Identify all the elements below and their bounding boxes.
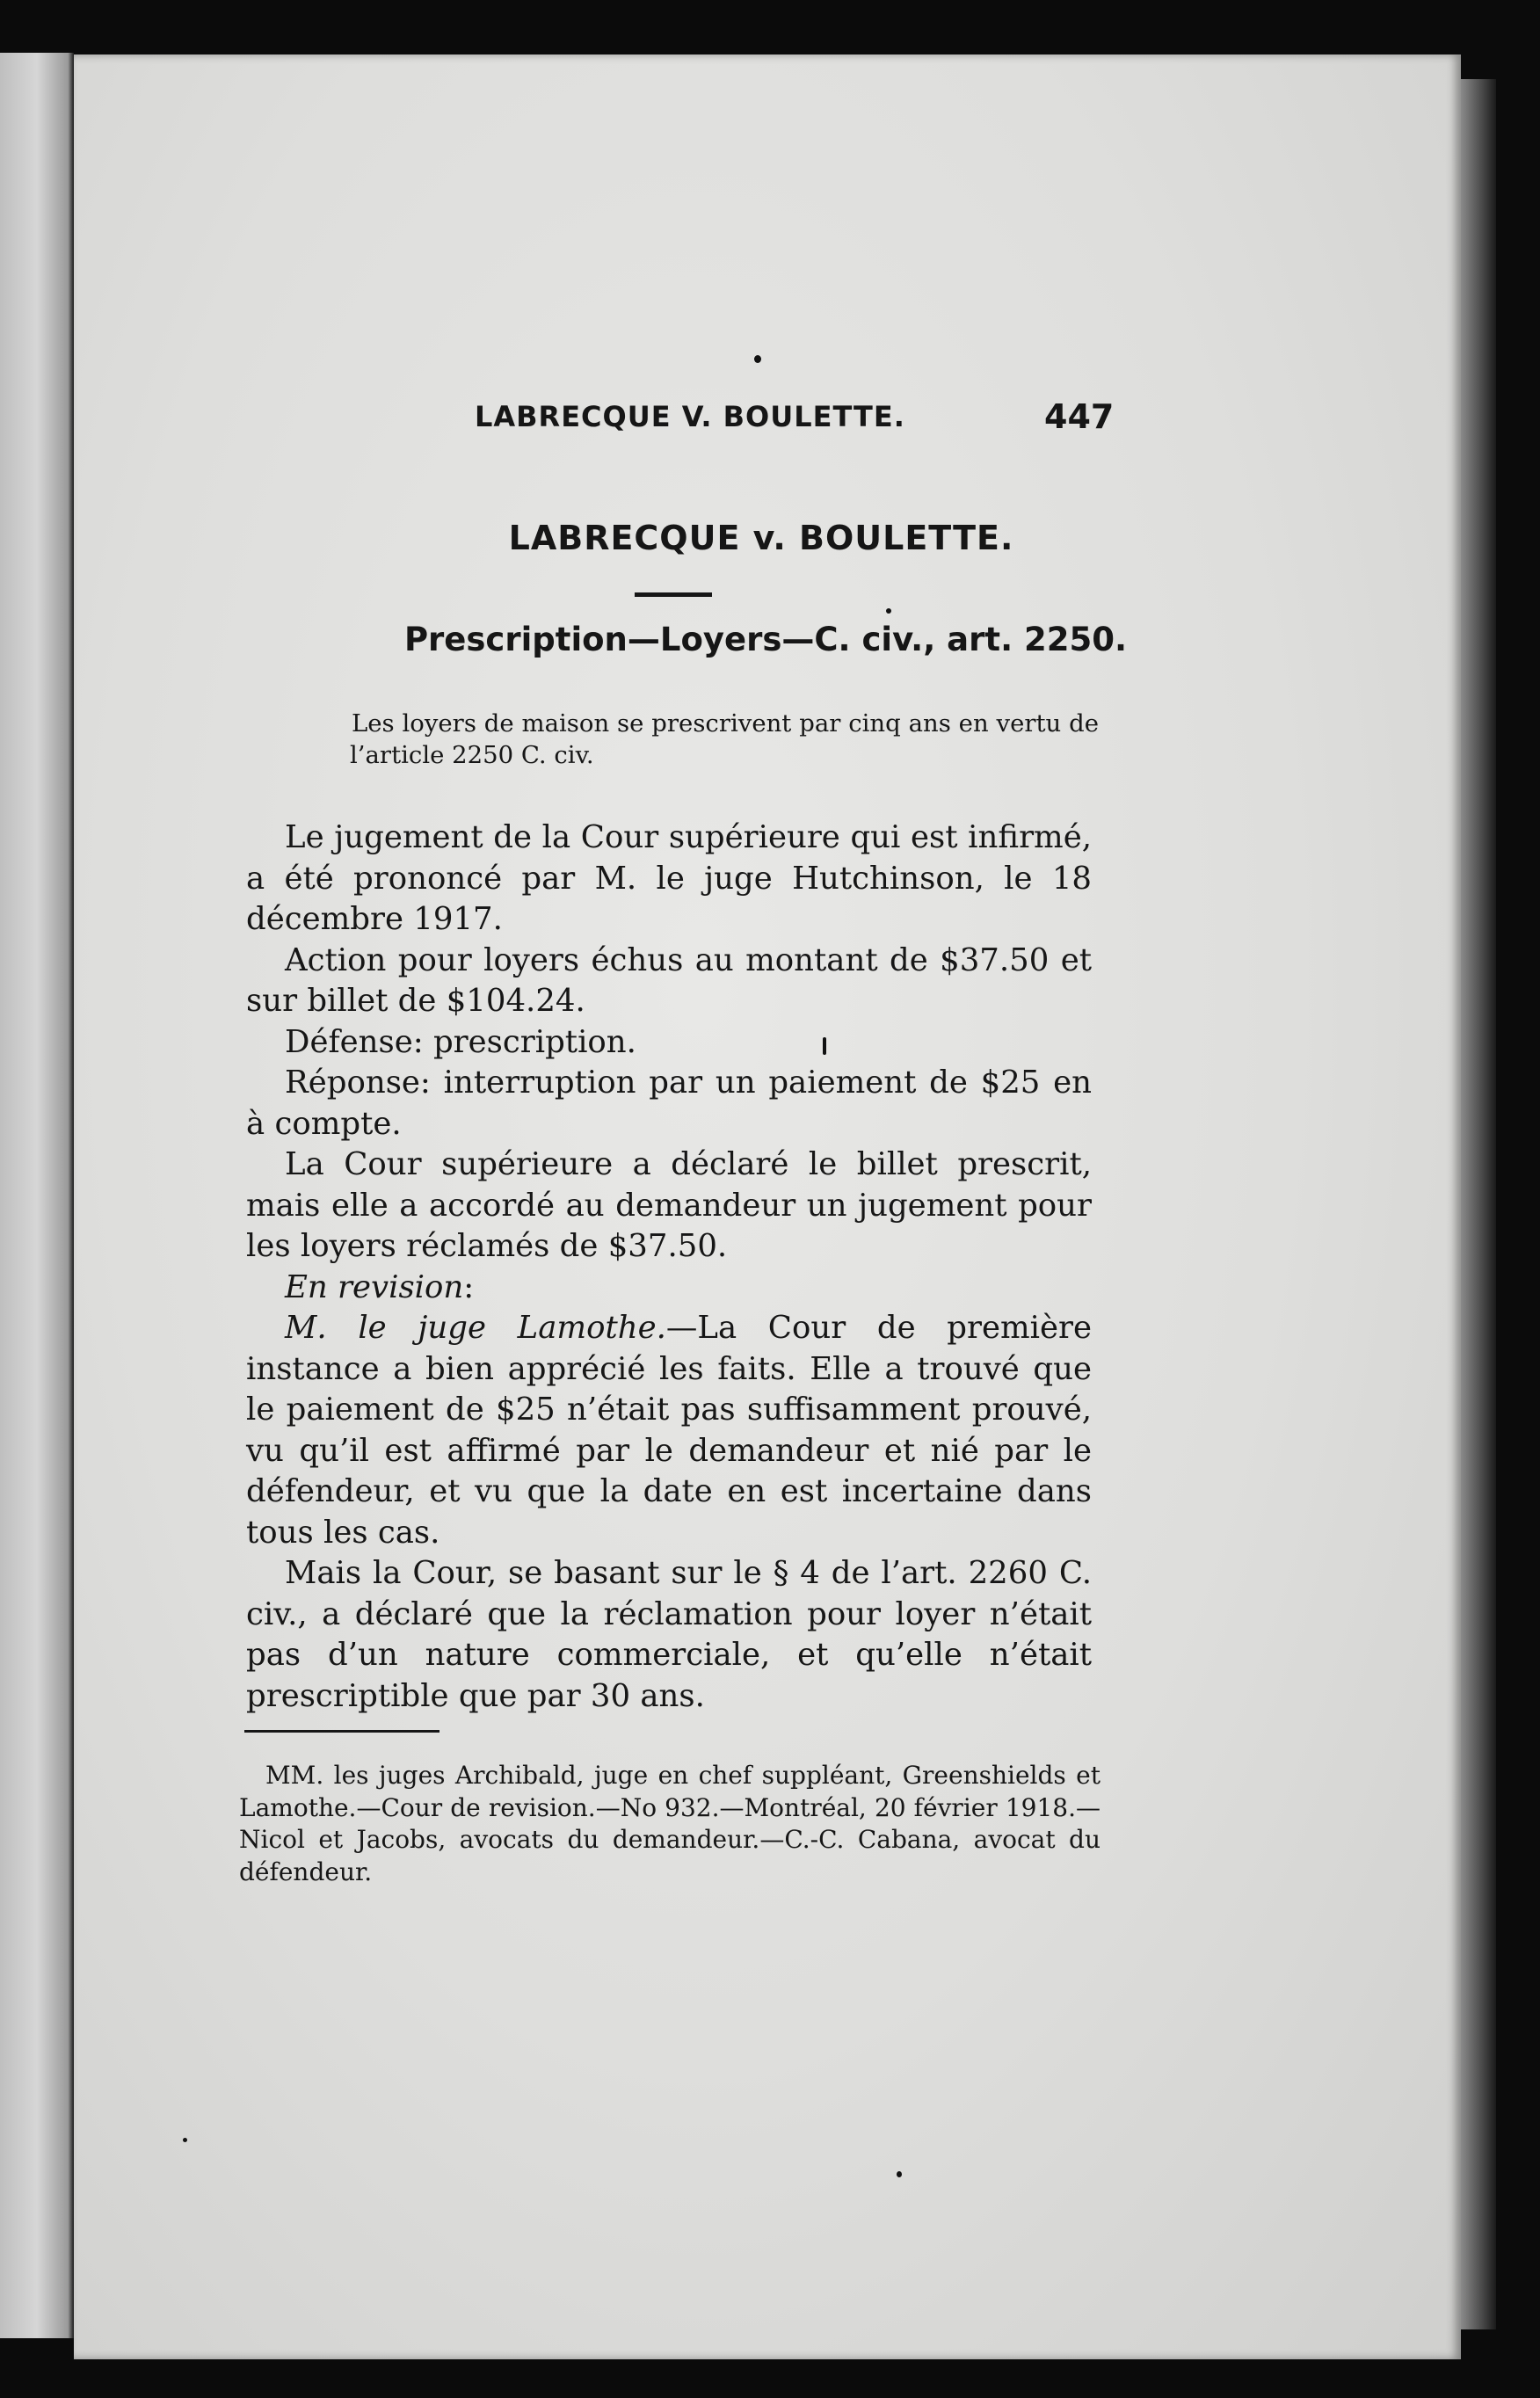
case-subject <box>0 621 1540 658</box>
footnote-rule <box>244 1730 439 1733</box>
paragraph: Le jugement de la Cour supérieure qui est infirmé, a été prononcé par M. le juge Hutchinson, le 18 décembre 1917. <box>246 819 1092 937</box>
headnote: Les loyers de maison se prescrivent par cinq ans en vertu de l’article 2250 C. civ. <box>350 709 1099 769</box>
title-rule <box>635 592 712 597</box>
ink-speck <box>754 355 761 363</box>
judgment-text: —La Cour de première instance a bien apprécié les faits. Elle a trouvé que le paiement de $25 n’était pas suffisamment prouvé, vu qu’il est affirmé par le demandeur et nié par le défendeur, et vu que la date en est incertaine dans tous les cas. <box>246 1310 1092 1551</box>
paragraph: Mais la Cour, se basant sur le § 4 de l’art. 2260 C. civ., a déclaré que la réclamation pour loyer n’était pas d’un nature commerciale, et qu’elle n’était prescriptible que par 30 ans. <box>246 1555 1092 1714</box>
ink-speck <box>886 608 891 614</box>
ink-speck <box>183 2138 187 2142</box>
revision-colon: : <box>463 1268 475 1305</box>
case-subject-text: Prescription—Loyers—C. civ., art. 2250. <box>403 621 1128 658</box>
judge-name: M. le juge Lamothe. <box>285 1310 666 1346</box>
page-edge <box>1461 79 1496 2329</box>
paragraph: La Cour supérieure a déclaré le billet prescrit, mais elle a accordé au demandeur un jugement pour les loyers réclamés de $37.50. <box>246 1146 1092 1264</box>
book-gutter <box>0 53 74 2338</box>
revision-label: En revision <box>285 1268 464 1305</box>
case-title-text: LABRECQUE v. BOULETTE. <box>508 519 1014 557</box>
paragraph <box>246 1268 1092 1309</box>
running-head: LABRECQUE V. BOULETTE. <box>475 400 905 433</box>
paragraph: Réponse: interruption par un paiement de $25 en à compte. <box>246 1065 1092 1142</box>
case-title <box>0 519 1540 557</box>
paragraph: Action pour loyers échus au montant de $37.50 et sur billet de $104.24. <box>246 941 1092 1019</box>
paragraph: Défense: prescription. <box>285 1023 636 1060</box>
page-number: 447 <box>1044 397 1115 436</box>
paragraph <box>246 1308 1092 1553</box>
ink-speck <box>897 2171 902 2177</box>
footnote-text: MM. les juges Archibald, juge en chef suppléant, Greenshields et Lamothe.—Cour de revision.—No 932.—Montréal, 20 février 1918.—Nicol et Jacobs, avocats du demandeur.—C.-C. Cabana, avocat du défendeur. <box>239 1761 1101 1886</box>
body-text <box>246 818 1092 1717</box>
footnote <box>239 1760 1101 1888</box>
